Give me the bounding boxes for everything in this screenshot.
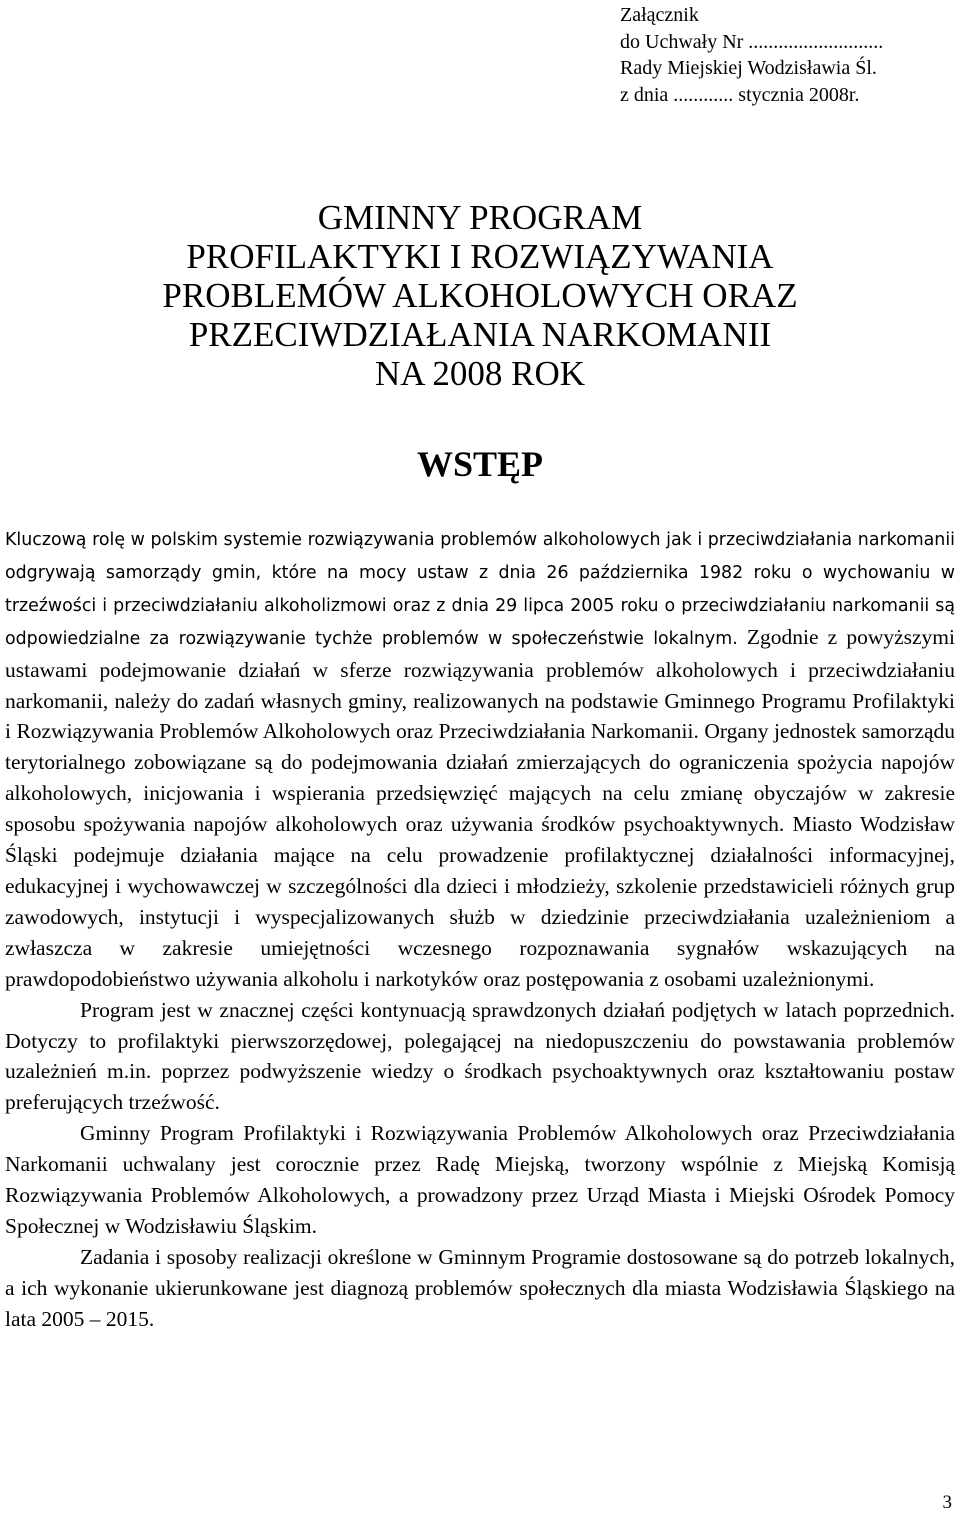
- body-text: [5, 523, 955, 1335]
- title-line-3: PROBLEMÓW ALKOHOLOWYCH ORAZ: [162, 276, 798, 315]
- title-line-1: GMINNY PROGRAM: [317, 198, 643, 237]
- paragraph-1-intro: Kluczową rolę w polskim systemie rozwiązywania problemów alkoholowych jak i przeciwdziałania narkomanii odgrywają samorządy gmin, które na mocy ustaw z dnia 26 października 1982 roku o wychowaniu w trzeźwości i przeciwdziałaniu alkoholizmowi oraz z dnia 29 lipca 2005 roku o przeciwdziałaniu narkomanii są odpowiedzialne za rozwiązywanie tychże problemów w społeczeństwie lokalnym.: [5, 530, 955, 649]
- paragraph-1-body: Zgodnie z powyższymi ustawami podejmowanie działań w sferze rozwiązywania problemów alkoholowych i przeciwdziałaniu narkomanii, należy do zadań własnych gminy, realizowanych na podstawie Gminnego Programu Profilaktyki i Rozwiązywania Problemów Alkoholowych oraz Przeciwdziałania Narkomanii. Organy jednostek samorządu terytorialnego zobowiązane są do podejmowania działań zmierzających do ograniczenia spożycia napojów alkoholowych, inicjowania i wspierania przedsięwzięć mających na celu zmianę obyczajów w zakresie sposobu spożywania napojów alkoholowych oraz używania środków psychoaktywnych. Miasto Wodzisław Śląski podejmuje działania mające na celu prowadzenie profilaktycznej działalności informacyjnej, edukacyjnej i wychowawczej w szczególności dla dzieci i młodzieży, szkolenie przedstawicieli różnych grup zawodowych, instytucji i wyspecjalizowanych służb w dziedzinie przeciwdziałania uzależnieniom a zwłaszcza w zakresie umiejętności wczesnego rozpoznawania sygnałów wskazujących na prawdopodobieństwo używania alkoholu i narkotyków oraz postępowania z osobami uzależnionymi.: [5, 624, 955, 991]
- title-line-4: PRZECIWDZIAŁANIA NARKOMANII: [188, 315, 772, 354]
- title-line-5: NA 2008 ROK: [374, 354, 586, 393]
- title-line-2: PROFILAKTYKI I ROZWIĄZYWANIA: [186, 237, 774, 276]
- paragraph-3: Gminny Program Profilaktyki i Rozwiązywania Problemów Alkoholowych oraz Przeciwdziałania Narkomanii uchwalany jest corocznie przez Radę Miejską, tworzony wspólnie z Miejską Komisją Rozwiązywania Problemów Alkoholowych, a prowadzony przez Urząd Miasta i Miejski Ośrodek Pomocy Społecznej w Wodzisławiu Śląskim.: [5, 1121, 955, 1238]
- paragraph-4: Zadania i sposoby realizacji określone w Gminnym Programie dostosowane są do potrzeb lokalnych, a ich wykonanie ukierunkowane jest diagnozą problemów społecznych dla miasta Wodzisławia Śląskiego na lata 2005 – 2015.: [5, 1244, 955, 1331]
- section-heading: WSTĘP: [416, 444, 544, 484]
- council-name: Rady Miejskiej Wodzisławia Śl.: [620, 57, 877, 79]
- resolution-date: z dnia ............ stycznia 2008r.: [620, 83, 860, 106]
- page-number: 3: [942, 1492, 952, 1513]
- paragraph-2: Program jest w znacznej części kontynuacją sprawdzonych działań podjętych w latach poprzednich. Dotyczy to profilaktyki pierwszorzędowej, polegającej na niedopuszczeniu do powstawania problemów uzależnień m.in. poprzez podwyższenie wiedzy o środkach psychoaktywnych oraz kształtowaniu postaw preferujących trzeźwość.: [5, 997, 955, 1115]
- document-title: [0, 198, 960, 393]
- paragraph-1: [5, 523, 955, 995]
- attachment-label: Załącznik: [620, 4, 699, 26]
- resolution-number: do Uchwały Nr ...........................: [620, 30, 884, 53]
- attachment-header: [620, 2, 950, 108]
